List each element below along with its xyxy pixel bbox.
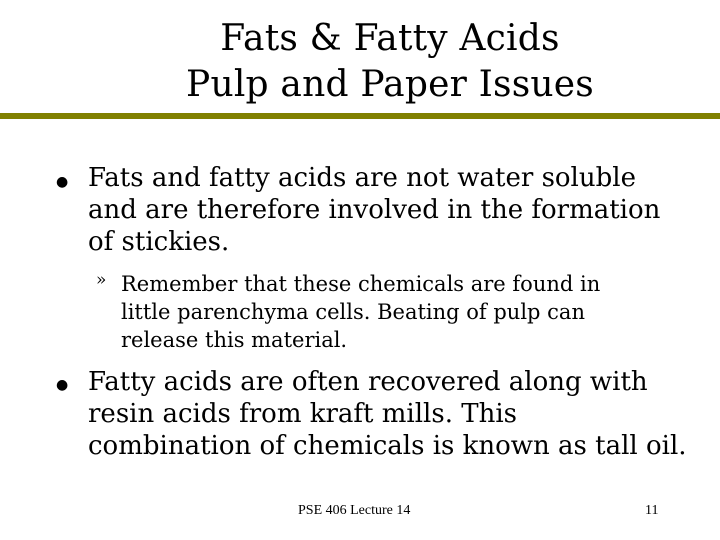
bullet-icon: ●	[56, 174, 69, 190]
sub-bullet-marker: »	[96, 270, 107, 290]
footer-lecture-label: PSE 406 Lecture 14	[298, 503, 411, 518]
bullet-1-text: Fats and fatty acids are not water soluble and are therefore involved in the formation of stickies.	[88, 163, 661, 257]
slide-title	[0, 16, 720, 108]
title-line-2: Pulp and Paper Issues	[186, 64, 594, 105]
page-number: 11	[645, 503, 659, 518]
bullet-2-text: Fatty acids are often recovered along with resin acids from kraft mills. This combination of chemicals is known as tall oil.	[88, 367, 687, 461]
title-line-1: Fats & Fatty Acids	[220, 18, 560, 59]
bullet-icon: ●	[56, 377, 69, 393]
sub-bullet-text: Remember that these chemicals are found in little parenchyma cells. Beating of pulp can release this material.	[121, 272, 601, 352]
title-divider	[0, 113, 720, 119]
